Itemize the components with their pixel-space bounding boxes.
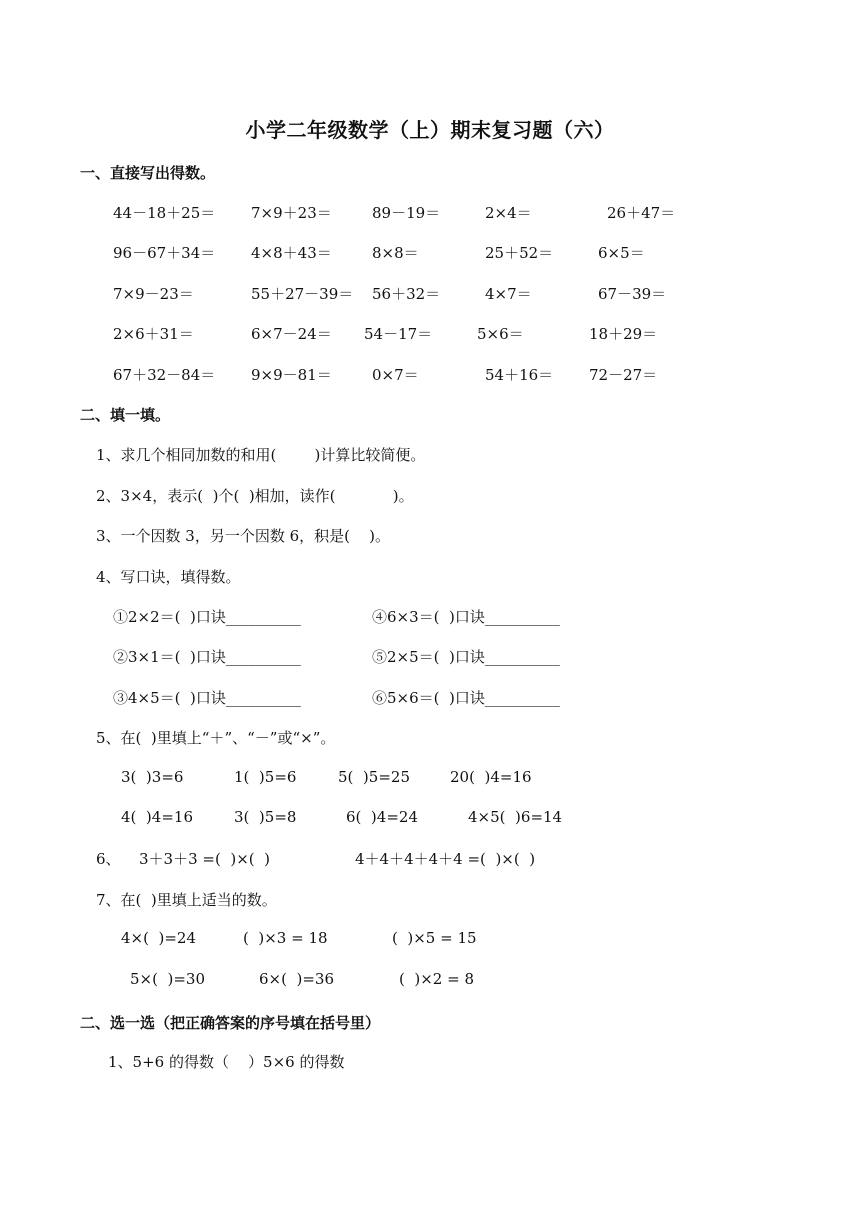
question-7: 7、在( )里填上适当的数。	[96, 891, 277, 909]
choice-question-1: 1、5+6 的得数（ ）5×6 的得数	[108, 1053, 345, 1071]
arithmetic-item: 7×9＋23＝	[251, 204, 332, 222]
fill-number-item: ( )×2 = 8	[399, 970, 474, 988]
arithmetic-item: 18＋29＝	[589, 325, 658, 343]
arithmetic-item: 7×9－23＝	[113, 285, 194, 303]
arithmetic-item: 72－27＝	[589, 366, 658, 384]
operator-item: 5( )5=25	[338, 768, 410, 786]
multiplication-rhyme-item: ⑤2×5＝( )口诀__________	[372, 648, 560, 666]
arithmetic-item: 26＋47＝	[607, 204, 676, 222]
multiplication-rhyme-item: ①2×2＝( )口诀__________	[113, 608, 301, 626]
arithmetic-item: 44－18＋25＝	[113, 204, 216, 222]
multiplication-rhyme-item: ③4×5＝( )口诀__________	[113, 689, 301, 707]
arithmetic-item: 54＋16＝	[485, 366, 554, 384]
arithmetic-item: 8×8＝	[372, 244, 419, 262]
fill-number-item: 6×( )=36	[259, 970, 335, 988]
question-6-label: 6、	[96, 850, 121, 868]
arithmetic-item: 96－67＋34＝	[113, 244, 216, 262]
fill-number-item: 4×( )=24	[121, 929, 197, 947]
arithmetic-item: 67＋32－84＝	[113, 366, 216, 384]
fill-number-item: 5×( )=30	[130, 970, 206, 988]
question-4: 4、写口诀，填得数。	[96, 568, 241, 586]
question-3: 3、一个因数 3，另一个因数 6，积是( )。	[96, 527, 390, 545]
fill-number-item: ( )×5 = 15	[392, 929, 477, 947]
operator-item: 4×5( )6=14	[468, 808, 563, 826]
question-6-part-b: 4＋4＋4＋4＋4 =( )×( )	[355, 850, 536, 868]
arithmetic-item: 67－39＝	[598, 285, 667, 303]
section-3-heading: 二、选一选（把正确答案的序号填在括号里）	[80, 1014, 381, 1032]
arithmetic-item: 55＋27－39＝	[251, 285, 354, 303]
question-5: 5、在( )里填上“＋”、“－”或“×”。	[96, 729, 336, 747]
arithmetic-item: 54－17＝	[364, 325, 433, 343]
operator-item: 4( )4=16	[121, 808, 193, 826]
arithmetic-item: 5×6＝	[477, 325, 524, 343]
arithmetic-item: 89－19＝	[372, 204, 441, 222]
multiplication-rhyme-item: ⑥5×6＝( )口诀__________	[372, 689, 560, 707]
arithmetic-item: 4×7＝	[485, 285, 532, 303]
arithmetic-item: 2×6＋31＝	[113, 325, 194, 343]
arithmetic-item: 4×8＋43＝	[251, 244, 332, 262]
operator-item: 1( )5=6	[234, 768, 297, 786]
fill-number-item: ( )×3 = 18	[243, 929, 328, 947]
page-title: 小学二年级数学（上）期末复习题（六）	[245, 118, 615, 142]
arithmetic-item: 2×4＝	[485, 204, 532, 222]
arithmetic-item: 0×7＝	[372, 366, 419, 384]
arithmetic-item: 25＋52＝	[485, 244, 554, 262]
question-1: 1、求几个相同加数的和用( )计算比较简便。	[96, 446, 426, 464]
arithmetic-item: 56＋32＝	[372, 285, 441, 303]
multiplication-rhyme-item: ④6×3＝( )口诀__________	[372, 608, 560, 626]
question-6-part-a: 3＋3＋3 =( )×( )	[139, 850, 271, 868]
section-1-heading: 一、直接写出得数。	[80, 164, 216, 182]
operator-item: 3( )5=8	[234, 808, 297, 826]
operator-item: 3( )3=6	[121, 768, 184, 786]
section-2-heading: 二、填一填。	[80, 406, 171, 424]
operator-item: 20( )4=16	[450, 768, 532, 786]
question-2: 2、3×4，表示( )个( )相加，读作( )。	[96, 487, 414, 505]
arithmetic-item: 9×9－81＝	[251, 366, 332, 384]
multiplication-rhyme-item: ②3×1＝( )口诀__________	[113, 648, 301, 666]
operator-item: 6( )4=24	[346, 808, 418, 826]
arithmetic-item: 6×7－24＝	[251, 325, 332, 343]
arithmetic-item: 6×5＝	[598, 244, 645, 262]
